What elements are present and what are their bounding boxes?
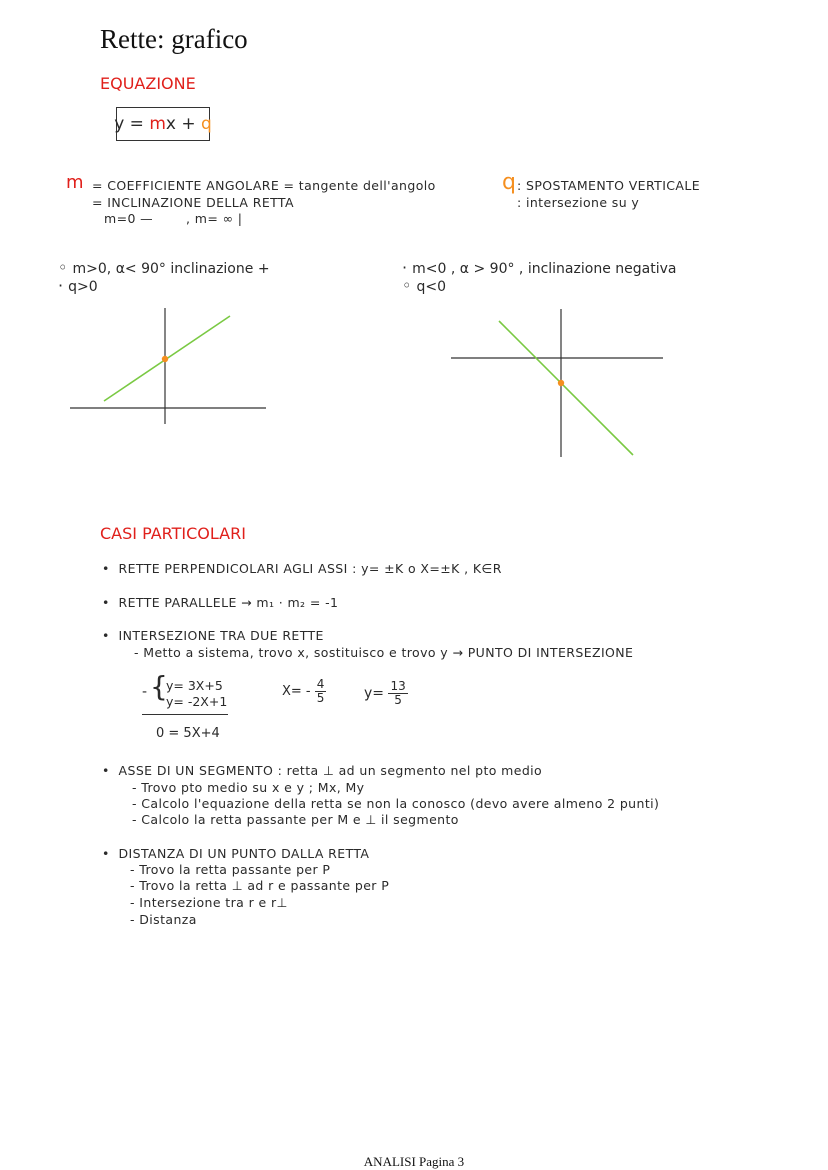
system-line2: y= -2X+1 [166, 694, 228, 709]
eq-x: x + [165, 114, 202, 134]
bullet-icon: ◦ [58, 258, 73, 277]
x-solution-label: X= - [282, 684, 311, 699]
eq-y: y [114, 114, 125, 134]
eq-q: q [201, 114, 212, 134]
m-def-line2: = INCLINAZIONE DELLA RETTA [92, 195, 294, 210]
x-solution-fraction [315, 678, 327, 705]
right-case-line2 [402, 276, 446, 295]
equation-box [116, 107, 210, 141]
m-def-line1: = COEFFICIENTE ANGOLARE = tangente dell'angolo [92, 178, 436, 193]
system-line1: y= 3X+5 [166, 678, 223, 693]
right-case-line2-text: q<0 [416, 279, 447, 295]
y-den: 5 [394, 693, 402, 707]
right-case-line1-text: m<0 , α > 90° , inclinazione negativa [412, 261, 677, 277]
page-title: Rette: grafico [100, 24, 248, 54]
casi-item1-text: RETTE PERPENDICOLARI AGLI ASSI : y= ±K o X=±K , K∈R [118, 561, 502, 576]
left-graph [60, 300, 280, 430]
bullet-icon: • [102, 763, 119, 778]
bullet-icon: · [58, 276, 69, 295]
y-solution-label: y= [364, 685, 385, 702]
casi-item3 [102, 628, 324, 643]
bullet-icon: · [402, 258, 413, 277]
eq-m: m [149, 114, 166, 134]
y-num: 13 [390, 679, 406, 693]
system-sum-line [142, 714, 228, 715]
casi-item5-s1: - Trovo la retta passante per P [130, 862, 331, 877]
right-graph [445, 305, 675, 465]
m-symbol: m [66, 172, 84, 193]
casi-item4-title: ASSE DI UN SEGMENTO : retta ⊥ ad un segmento nel pto medio [118, 763, 543, 778]
q-def-line2: : intersezione su y [517, 195, 640, 210]
m-def-line3a: m=0 — [104, 211, 154, 226]
bullet-icon: • [102, 628, 119, 643]
casi-item5-title: DISTANZA DI UN PUNTO DALLA RETTA [118, 846, 370, 861]
equazione-heading: EQUAZIONE [100, 74, 196, 93]
x-num: 4 [316, 677, 325, 691]
bullet-icon: • [102, 846, 119, 861]
left-case-line2-text: q>0 [68, 279, 98, 295]
q-def-line1: : SPOSTAMENTO VERTICALE [517, 178, 701, 193]
casi-item4-s3: - Calcolo la retta passante per M e ⊥ il segmento [132, 812, 459, 827]
page-footer: ANALISI Pagina 3 [363, 1154, 465, 1169]
casi-item4 [102, 763, 542, 778]
left-case-line2 [58, 276, 98, 295]
right-case-line1 [402, 258, 676, 277]
bullet-icon: ◦ [402, 276, 417, 295]
casi-item5 [102, 846, 369, 861]
casi-item3-title: INTERSEZIONE TRA DUE RETTE [118, 628, 324, 643]
casi-item2 [102, 595, 338, 610]
casi-item4-s2: - Calcolo l'equazione della retta se non la conosco (devo avere almeno 2 punti) [132, 796, 660, 811]
m-def-line3b: , m= ∞ | [186, 211, 243, 226]
casi-item5-s3: - Intersezione tra r e r⊥ [130, 895, 288, 910]
casi-item4-s1: - Trovo pto medio su x e y ; Mx, My [132, 780, 365, 795]
y-solution [364, 680, 408, 707]
casi-item5-s2: - Trovo la retta ⊥ ad r e passante per P [130, 878, 390, 893]
q-symbol: q [502, 170, 516, 195]
right-graph-line [499, 321, 633, 455]
casi-item3-sub: - Metto a sistema, trovo x, sostituisco e trovo y → PUNTO DI INTERSEZIONE [134, 645, 634, 660]
y-solution-fraction [388, 680, 407, 707]
x-den: 5 [316, 691, 325, 705]
casi-item5-s4: - Distanza [130, 912, 197, 927]
right-graph-intercept-point [558, 380, 564, 386]
casi-item2-text: RETTE PARALLELE → m₁ · m₂ = -1 [118, 595, 339, 610]
casi-item1 [102, 561, 502, 576]
left-graph-intercept-point [162, 356, 168, 362]
left-case-line1 [58, 258, 270, 277]
casi-heading: CASI PARTICOLARI [100, 524, 246, 543]
eq-equals: = [124, 114, 150, 134]
system-result: 0 = 5X+4 [156, 726, 220, 741]
system-brace: { [150, 670, 168, 703]
bullet-icon: • [102, 561, 119, 576]
bullet-icon: • [102, 595, 119, 610]
x-solution [282, 678, 326, 705]
left-case-line1-text: m>0, α< 90° inclinazione + [72, 261, 270, 277]
system-minus: - [142, 684, 148, 700]
